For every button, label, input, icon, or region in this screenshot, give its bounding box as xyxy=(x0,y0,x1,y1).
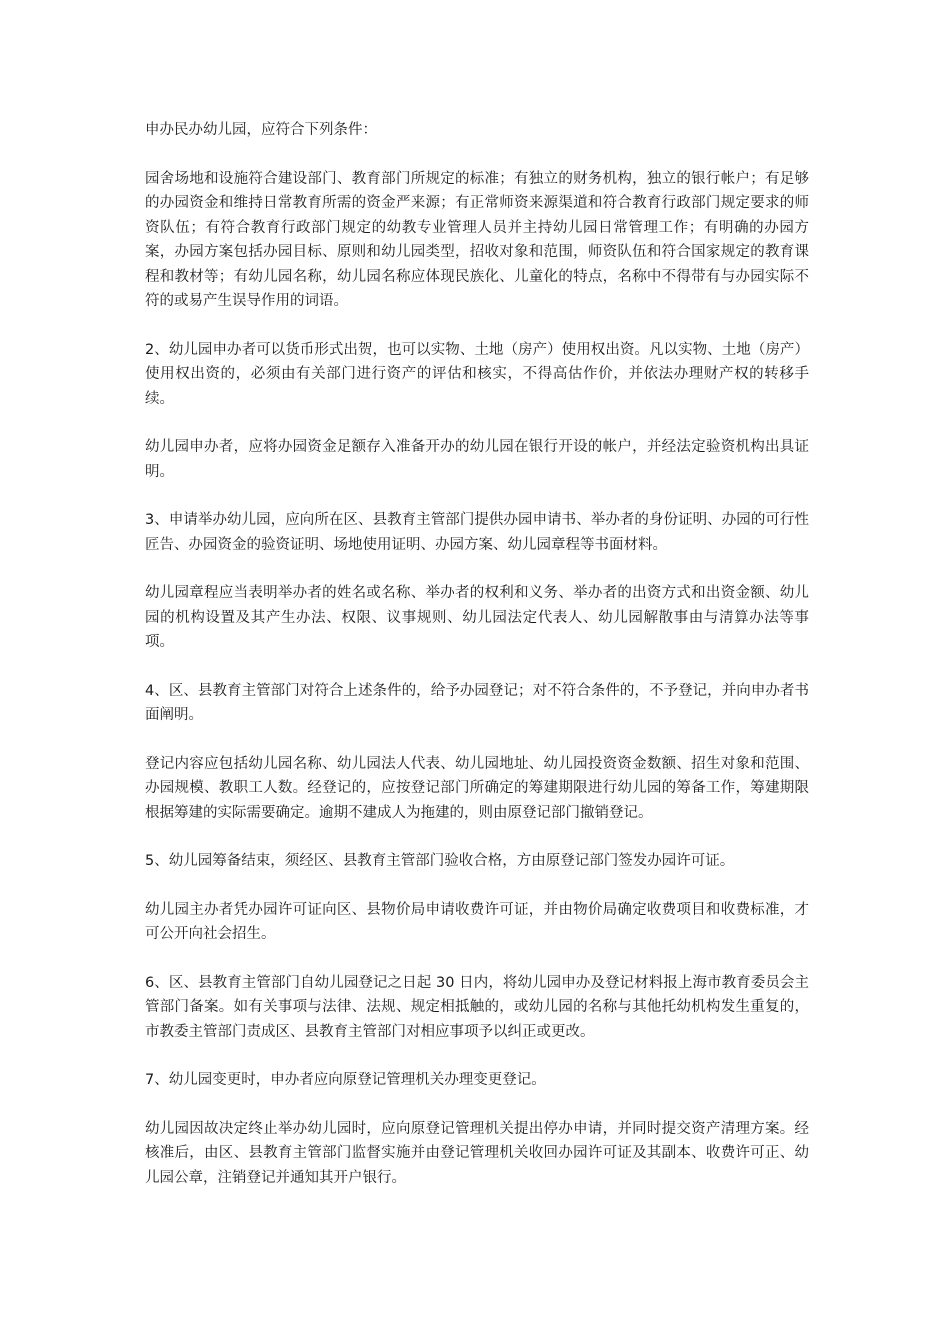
paragraph-conditions: 园舍场地和设施符合建设部门、教育部门所规定的标准；有独立的财务机构，独立的银行帐户；有足够的办园资金和维持日常教育所需的资金严来源；有正常师资来源渠道和符合教育行政部门规定要求的师资队伍；有符合教育行政部门规定的幼教专业管理人员并主持幼儿园日常管理工作；有明确的办园方案，办园方案包括办园目标、原则和幼儿园类型，招收对象和范围，师资队伍和符合国家规定的教育课程和教材等；有幼儿园名称，幼儿园名称应体现民族化、儿童化的特点，名称中不得带有与办园实际不符的或易产生误导作用的词语。 xyxy=(145,170,809,309)
paragraph-item-4-note: 登记内容应包括幼儿园名称、幼儿园法人代表、幼儿园地址、幼儿园投资资金数额、招生对象和范围、办园规模、教职工人数。经登记的，应按登记部门所确定的筹建期限进行幼儿园的筹备工作，筹建期限根据筹建的实际需要确定。逾期不建成人为拖建的，则由原登记部门撤销登记。 xyxy=(145,755,809,821)
paragraph-item-7: 7、幼儿园变更时，申办者应向原登记管理机关办理变更登记。 xyxy=(145,1072,546,1088)
document-body xyxy=(145,118,809,1214)
paragraph-item-5: 5、幼儿园筹备结束，须经区、县教育主管部门验收合格，方由原登记部门签发办园许可证。 xyxy=(145,853,735,869)
paragraph-item-2-note: 幼儿园申办者，应将办园资金足额存入准备开办的幼儿园在银行开设的帐户，并经法定验资机构出具证明。 xyxy=(145,439,809,480)
paragraph-item-2: 2、幼儿园申办者可以货币形式出贺，也可以实物、土地（房产）使用权出资。凡以实物、土地（房产）使用权出资的，必须由有关部门进行资产的评估和核实，不得高估作价，并依法办理财产权的转移手续。 xyxy=(145,341,809,407)
paragraph-item-4: 4、区、县教育主管部门对符合上述条件的，给予办园登记；对不符合条件的，不予登记，并向申办者书面阐明。 xyxy=(145,682,809,723)
paragraph-intro: 申办民办幼儿园，应符合下列条件： xyxy=(145,122,377,138)
paragraph-item-3-note: 幼儿园章程应当表明举办者的姓名或名称、举办者的权利和义务、举办者的出资方式和出资金额、幼儿园的机构设置及其产生办法、权限、议事规则、幼儿园法定代表人、幼儿园解散事由与清算办法等事项。 xyxy=(145,585,809,650)
paragraph-item-3: 3、申请举办幼儿园，应向所在区、县教育主管部门提供办园申请书、举办者的身份证明、办园的可行性匠告、办园资金的验资证明、场地使用证明、办园方案、幼儿园章程等书面材料。 xyxy=(145,512,809,553)
paragraph-item-6: 6、区、县教育主管部门自幼儿园登记之日起 30 日内，将幼儿园申办及登记材料报上海市教育委员会主管部门备案。如有关事项与法律、法规、规定相抵触的，或幼儿园的名称与其他托幼机构发生重复的，市教委主管部门责成区、县教育主管部门对相应事项予以纠正或更改。 xyxy=(145,974,809,1040)
paragraph-item-5-note: 幼儿园主办者凭办园许可证向区、县物价局申请收费许可证，并由物价局确定收费项目和收费标准，才可公开向社会招生。 xyxy=(145,901,809,942)
paragraph-item-7-note: 幼儿园因故决定终止举办幼儿园时，应向原登记管理机关提出停办申请，并同时提交资产清理方案。经核准后，由区、县教育主管部门监督实施并由登记管理机关收回办园许可证及其副本、收费许可正、幼儿园公章，注销登记并通知其开户银行。 xyxy=(145,1120,809,1186)
